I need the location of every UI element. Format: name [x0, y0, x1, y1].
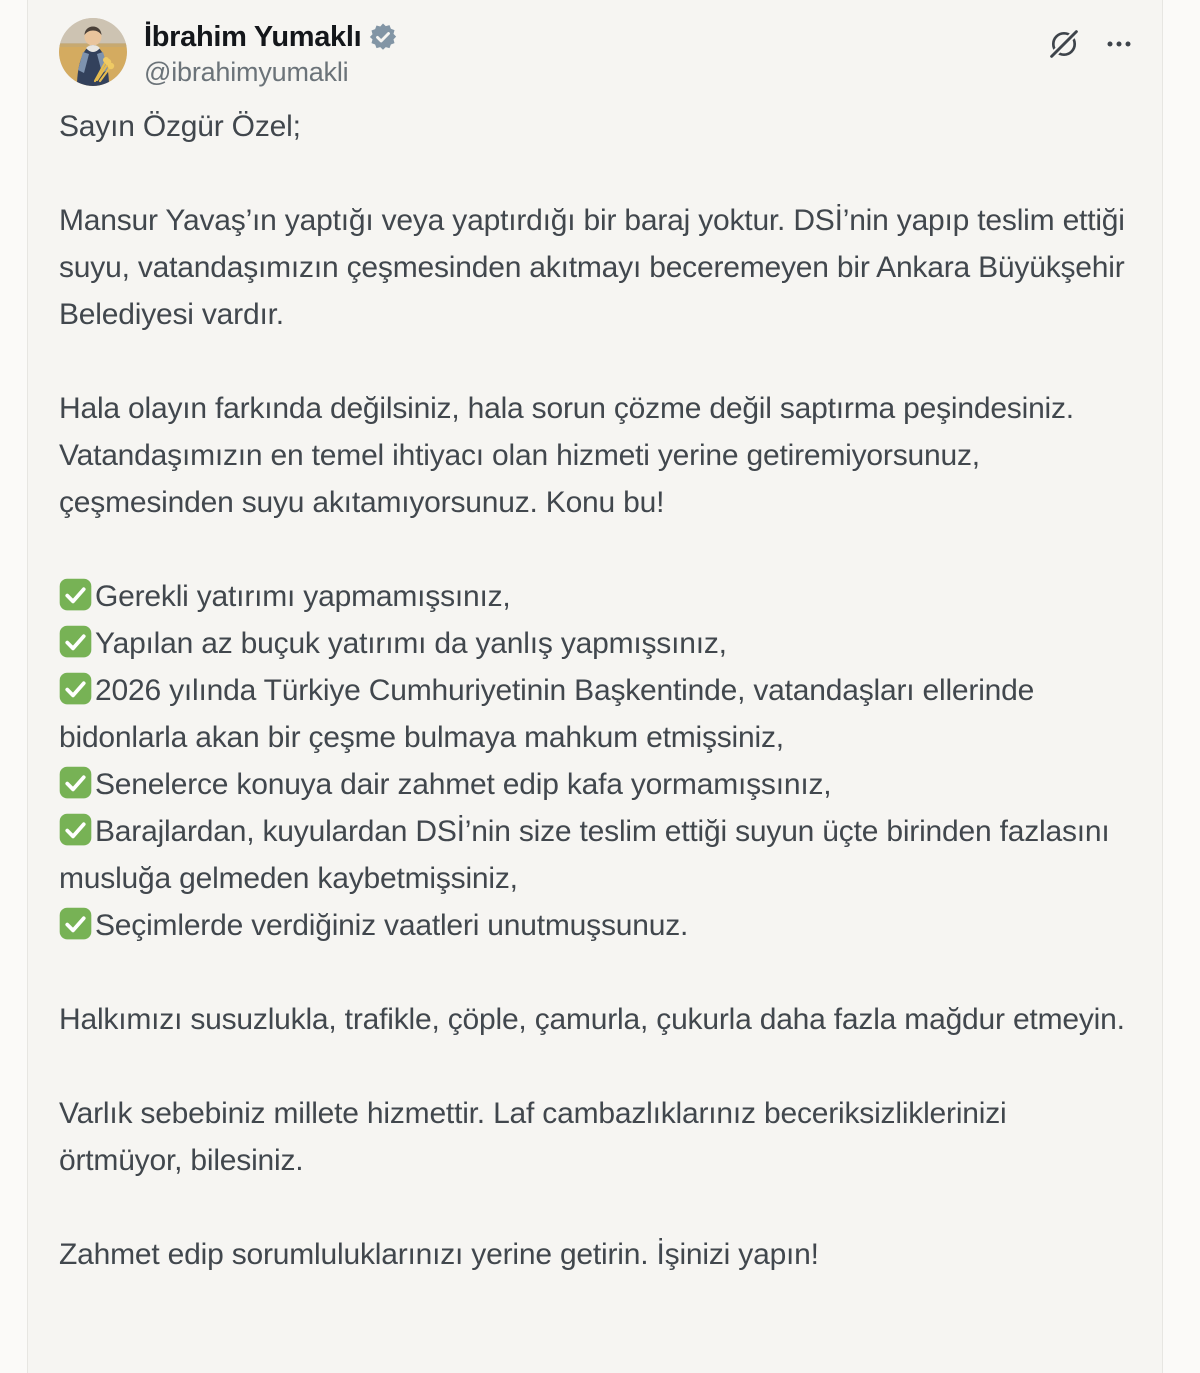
tweet-body [28, 103, 1162, 1278]
checklist-item [59, 902, 1134, 949]
paragraph-spacer [59, 150, 1134, 197]
author-block [144, 18, 1046, 88]
check-mark-emoji-icon [59, 625, 92, 658]
paragraph-spacer [59, 1184, 1134, 1231]
post-paragraph [59, 432, 1134, 526]
text-run: 2026 yılında Türkiye Cumhuriyetinin Başkentinde, vatandaşları ellerinde bidonlarla akan bir çeşme bulmaya mahkum etmişsiniz, [59, 674, 1043, 754]
post-paragraph [59, 197, 1134, 338]
text-run: Gerekli yatırımı yapmamışsınız, [95, 580, 511, 613]
post-paragraph [59, 1090, 1134, 1184]
header-actions [1046, 26, 1136, 62]
verified-badge-icon [368, 22, 398, 52]
more-button[interactable] [1102, 27, 1136, 61]
more-ellipsis-icon [1102, 27, 1136, 61]
text-run: Vatandaşımızın en temel ihtiyacı olan hizmeti yerine getiremiyorsunuz, çeşmesinden suyu akıtamıyorsunuz. Konu bu! [59, 439, 989, 519]
text-run: Sayın Özgür Özel; [59, 110, 301, 143]
checklist-item [59, 667, 1134, 761]
check-mark-emoji-icon [59, 813, 92, 846]
check-mark-emoji-icon [59, 578, 92, 611]
author-display-name[interactable]: İbrahim Yumaklı [144, 21, 362, 53]
paragraph-spacer [59, 526, 1134, 573]
text-run: Seçimlerde verdiğiniz vaatleri unutmuşsunuz. [95, 909, 689, 942]
post-paragraph [59, 103, 1134, 150]
checklist-item [59, 808, 1134, 902]
paragraph-spacer [59, 338, 1134, 385]
post-paragraph [59, 385, 1134, 432]
grok-icon [1046, 26, 1082, 62]
check-mark-emoji-icon [59, 907, 92, 940]
post-paragraph [59, 996, 1134, 1043]
text-run: Barajlardan, kuyulardan DSİ’nin size teslim ettiği suyun üçte birinden fazlasını musluğa gelmeden kaybetmişsiniz, [59, 815, 1118, 895]
grok-actions-button[interactable] [1046, 26, 1082, 62]
checklist-item [59, 761, 1134, 808]
tweet-header [28, 0, 1162, 88]
check-mark-emoji-icon [59, 672, 92, 705]
text-run: Zahmet edip sorumluluklarınızı yerine getirin. İşinizi yapın! [59, 1238, 819, 1271]
author-name-row [144, 20, 1046, 54]
text-run: Varlık sebebiniz millete hizmettir. Laf cambazlıklarınız beceriksizliklerinizi örtmüyor, bilesiniz. [59, 1097, 1015, 1177]
checklist-item [59, 573, 1134, 620]
avatar[interactable] [59, 18, 127, 86]
paragraph-spacer [59, 949, 1134, 996]
text-run: Hala olayın farkında değilsiniz, hala sorun çözme değil saptırma peşindesiniz. [59, 392, 1074, 425]
text-run: Yapılan az buçuk yatırımı da yanlış yapmışsınız, [95, 627, 727, 660]
check-mark-emoji-icon [59, 766, 92, 799]
paragraph-spacer [59, 1043, 1134, 1090]
post-paragraph [59, 1231, 1134, 1278]
text-run: Mansur Yavaş’ın yaptığı veya yaptırdığı bir baraj yoktur. DSİ’nin yapıp teslim ettiği suyu, vatandaşımızın çeşmesinden akıtmayı beceremeyen bir Ankara Büyükşehir Belediyesi vardır. [59, 204, 1133, 331]
text-run: Halkımızı susuzlukla, trafikle, çöple, çamurla, çukurla daha fazla mağdur etmeyin. [59, 1003, 1125, 1036]
text-run: Senelerce konuya dair zahmet edip kafa yormamışsınız, [95, 768, 832, 801]
checklist-item [59, 620, 1134, 667]
author-username[interactable]: @ibrahimyumakli [144, 57, 349, 87]
avatar-photo-wheat-field [59, 18, 127, 86]
tweet-column [27, 0, 1163, 1373]
